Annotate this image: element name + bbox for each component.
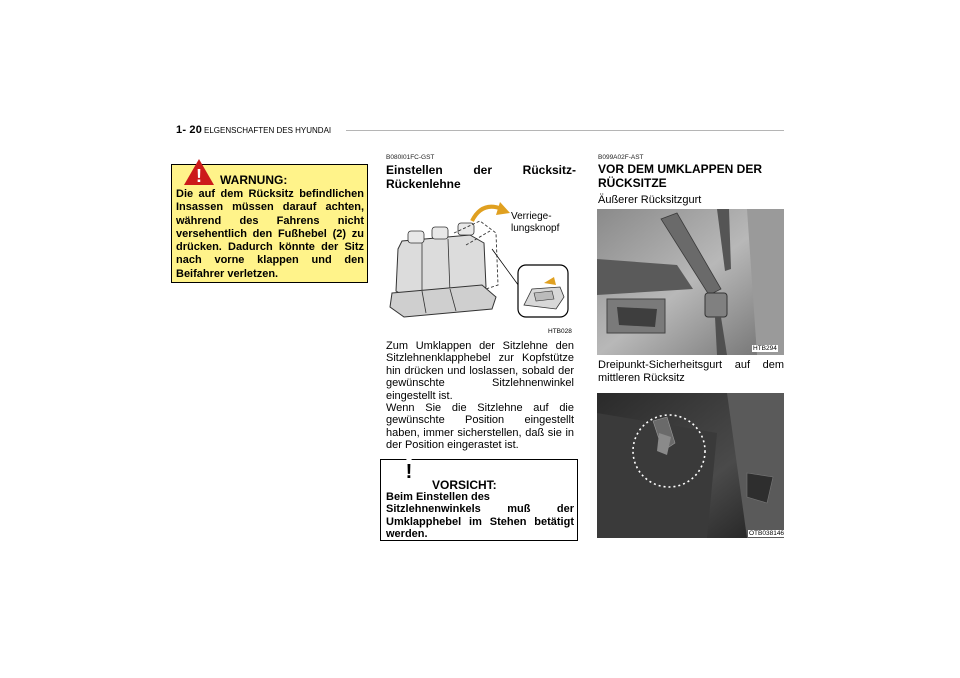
header-rule	[346, 130, 784, 131]
figure-label	[511, 211, 559, 235]
caution-line: werden.	[386, 527, 428, 540]
caution-triangle-icon	[393, 454, 425, 482]
warning-line: Insassen müssen darauf achten,	[176, 201, 364, 214]
page-number: 1- 20	[176, 124, 203, 136]
paragraph: Zum Umklappen der Sitzlehne den Sitzlehnenklapphebel zur Kopfstütze hin drücken und loslassen, sobald der gewünschte Sitzlehnenwinkel eingestellt ist.	[386, 340, 574, 402]
paragraph: Wenn Sie die Sitzlehne auf die gewünschte Position eingestellt haben, immer sicherstellen, daß sie in der Position eingerastet ist.	[386, 402, 574, 452]
warning-line: Die auf dem Rücksitz befindlichen	[176, 188, 364, 200]
body-line: Dreipunkt-Sicherheitsgurt auf dem	[598, 359, 784, 371]
warning-line: Beifahrer verletzen.	[176, 267, 279, 280]
figure-label-line: Verriege-	[511, 211, 552, 222]
section-code: B099A02F-AST	[598, 154, 644, 161]
body-text	[598, 359, 784, 384]
warning-line: während des Fahrens nicht	[176, 214, 364, 227]
warning-line: drücken. Dadurch könnte der Sitz	[176, 241, 364, 254]
section-title-line: Rückenlehne	[386, 177, 461, 191]
caution-line: Umklapphebel im Stehen betätigt	[386, 515, 574, 528]
warning-line: nach vorne klappen und den	[176, 254, 364, 267]
caution-line: Sitzlehnenwinkels muß der	[386, 503, 574, 516]
warning-triangle-icon	[183, 158, 215, 186]
warning-line: versehentlich den Fußhebel (2) zu	[176, 227, 364, 240]
center-seatbelt-photo	[597, 393, 784, 538]
figure-code: HTB028	[548, 328, 572, 335]
svg-text:!: !	[196, 166, 202, 186]
caution-line: Beim Einstellen des	[386, 491, 490, 503]
body-line: mittleren Rücksitz	[598, 371, 685, 384]
svg-text:!: !	[405, 461, 413, 482]
photo-code: HTB294	[753, 345, 777, 352]
caution-text	[386, 491, 574, 540]
section-title	[598, 162, 788, 190]
section-title-line: Einstellen der Rücksitz-	[386, 163, 576, 177]
photo-code: OTB038146	[749, 530, 785, 537]
section-title-line: RÜCKSITZE	[598, 176, 667, 190]
caution-title: VORSICHT:	[432, 478, 497, 492]
warning-title: WARNUNG:	[220, 173, 288, 187]
figure-label-line: lungsknopf	[511, 223, 560, 234]
section-code: B080I01FC-GST	[386, 154, 435, 161]
section-title	[386, 163, 576, 191]
body-text	[386, 340, 574, 452]
warning-text	[176, 188, 364, 281]
seatbelt-photo	[597, 209, 784, 355]
section-header-title: ELGENSCHAFTEN DES HYUNDAI	[204, 126, 332, 135]
section-title-line: VOR DEM UMKLAPPEN DER	[598, 162, 763, 176]
section-subtitle: Äußerer Rücksitzgurt	[598, 194, 702, 206]
